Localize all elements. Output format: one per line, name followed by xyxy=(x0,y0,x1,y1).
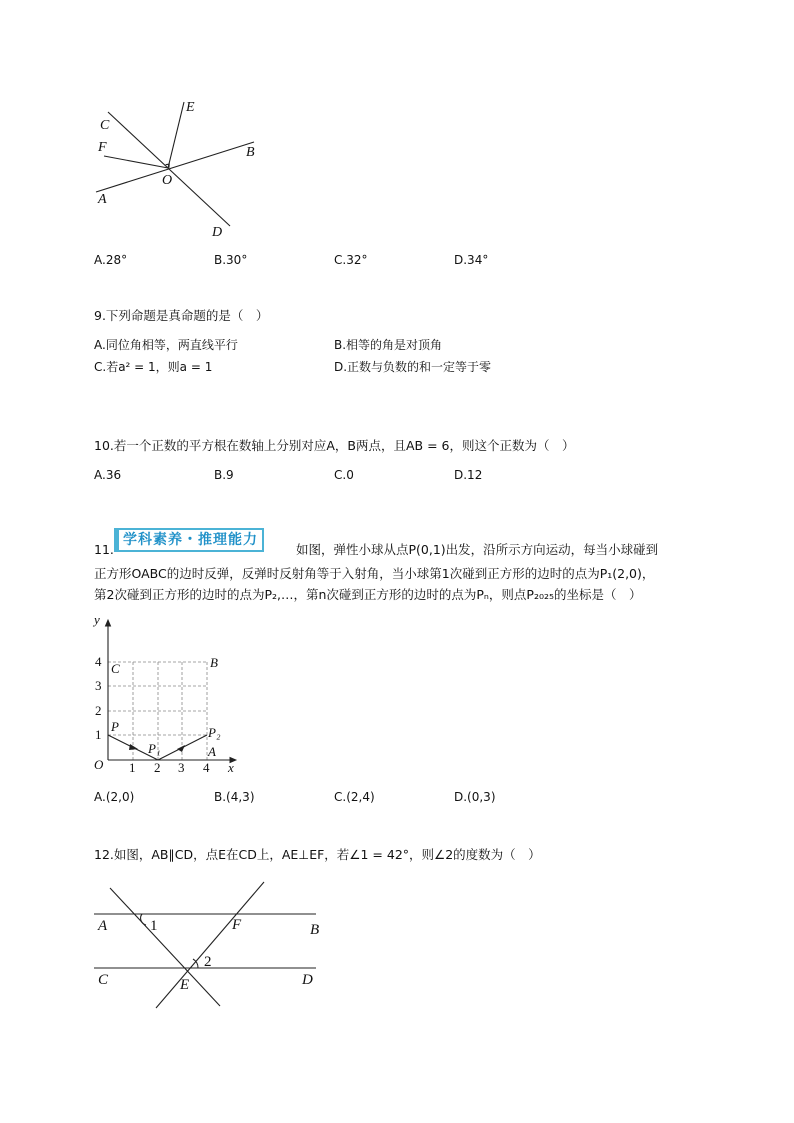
fig12-label-a: A xyxy=(98,918,108,934)
q11-point-b: B xyxy=(210,655,218,670)
fig8-label-b: B xyxy=(246,145,255,160)
fig12-label-f: F xyxy=(232,917,242,933)
q11-badge: 学科素养・推理能力 xyxy=(114,528,264,552)
fig12-label-b: B xyxy=(310,922,320,938)
q9-stem: 9.下列命题是真命题的是（ ） xyxy=(94,308,269,323)
q8-option-a[interactable]: A.28° xyxy=(94,253,128,267)
fig8-label-f: F xyxy=(98,140,107,155)
q12-stem: 12.如图，AB∥CD，点E在CD上，AE⊥EF，若∠1 = 42°，则∠2的度数为（ ） xyxy=(94,847,541,862)
q11-option-d[interactable]: D.(0,3) xyxy=(454,790,496,804)
fig12-label-e: E xyxy=(180,977,190,993)
q10-option-c[interactable]: C.0 xyxy=(334,468,354,482)
q8-option-d[interactable]: D.34° xyxy=(454,253,489,267)
q11-point-c: C xyxy=(111,661,120,676)
q11-point-a: A xyxy=(208,744,216,759)
q8-figure xyxy=(80,90,280,250)
q11-axis-y: y xyxy=(94,612,100,627)
fig12-label-2: 2 xyxy=(204,954,212,970)
q11-xtick-2: 2 xyxy=(154,760,161,775)
q11-ytick-3: 3 xyxy=(95,678,102,693)
fig12-label-1: 1 xyxy=(150,918,158,934)
q9-option-d[interactable]: D.正数与负数的和一定等于零 xyxy=(334,360,492,374)
q11-option-c[interactable]: C.(2,4) xyxy=(334,790,375,804)
q11-point-p1: P₁ xyxy=(148,741,161,756)
q9-option-c[interactable]: C.若a² = 1，则a = 1 xyxy=(94,360,213,374)
q11-xtick-3: 3 xyxy=(178,760,185,775)
q11-axis-x: x xyxy=(228,760,234,775)
q11-xtick-1: 1 xyxy=(129,760,136,775)
q8-option-b[interactable]: B.30° xyxy=(214,253,248,267)
fig12-label-c: C xyxy=(98,972,109,988)
q11-origin: O xyxy=(94,757,104,772)
q11-xtick-4: 4 xyxy=(203,760,210,775)
q10-stem: 10.若一个正数的平方根在数轴上分别对应A，B两点，且AB = 6，则这个正数为（ ） xyxy=(94,438,575,453)
q9-option-b[interactable]: B.相等的角是对顶角 xyxy=(334,338,443,352)
q11-option-a[interactable]: A.(2,0) xyxy=(94,790,135,804)
q11-line3: 第2次碰到正方形的边时的点为P₂,…，第n次碰到正方形的边时的点为Pₙ，则点P₂₀₂₅的坐标是（ ） xyxy=(94,587,642,602)
q10-option-a[interactable]: A.36 xyxy=(94,468,122,482)
q10-option-b[interactable]: B.9 xyxy=(214,468,234,482)
q11-point-p2: P₂ xyxy=(208,725,221,740)
fig12-label-d: D xyxy=(302,972,313,988)
q11-ytick-4: 4 xyxy=(95,654,102,669)
q11-ytick-2: 2 xyxy=(95,703,102,718)
fig8-label-d: D xyxy=(212,225,223,240)
q10-option-d[interactable]: D.12 xyxy=(454,468,483,482)
q11-option-b[interactable]: B.(4,3) xyxy=(214,790,255,804)
fig8-label-o: O xyxy=(162,173,173,188)
q8-option-c[interactable]: C.32° xyxy=(334,253,368,267)
q11-line2: 正方形OABC的边时反弹，反弹时反射角等于入射角，当小球第1次碰到正方形的边时的点为P₁(2,0)， xyxy=(94,566,655,581)
q11-ytick-1: 1 xyxy=(95,727,102,742)
fig8-label-c: C xyxy=(100,118,110,133)
q9-option-a[interactable]: A.同位角相等，两直线平行 xyxy=(94,338,238,352)
fig8-label-e: E xyxy=(186,100,195,115)
q11-line1: 如图，弹性小球从点P(0,1)出发，沿所示方向运动，每当小球碰到 xyxy=(296,542,659,557)
q11-point-p: P xyxy=(111,719,119,734)
q11-figure xyxy=(86,610,256,780)
fig8-label-a: A xyxy=(98,192,107,207)
q11-number: 11. xyxy=(94,542,114,557)
q12-figure xyxy=(86,872,336,1017)
